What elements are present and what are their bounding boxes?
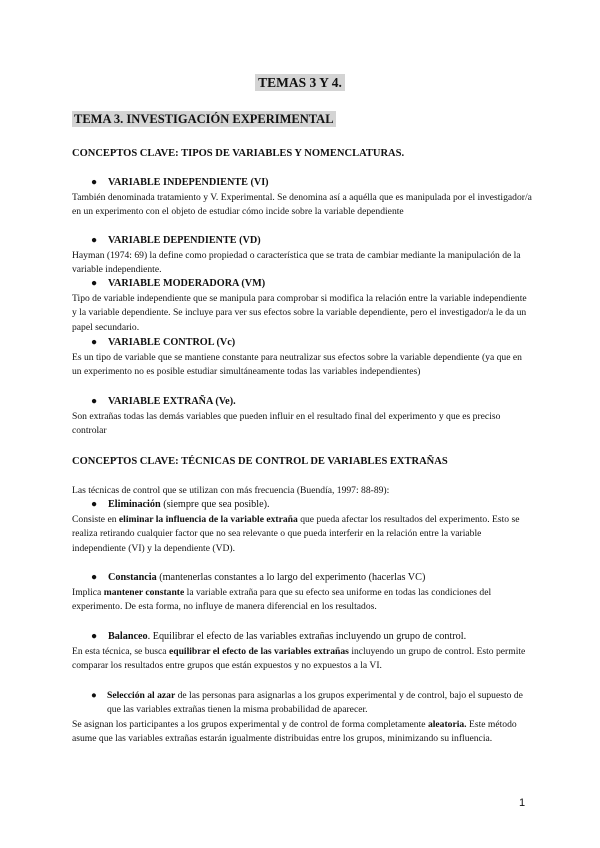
paragraph-balanceo: En esta técnica, se busca equilibrar el efecto de las variables extrañas incluyendo un grupo de control. Esto permite comparar los resultados entre grupos que están expuestos y no expuestos a la VI.: [72, 646, 526, 672]
bullet-dot: ●: [91, 690, 97, 701]
paragraph-seleccion: Se asignan los participantes a los grupos experimental y de control de forma completamente aleatoria. Este método asume que las variables extrañas estarán igualmente distribuidas entre los grupos, minimizando su influencia.: [72, 719, 517, 745]
bullet-dot: ●: [91, 337, 98, 348]
bullet-balanceo: ● Balanceo. Equilibrar el efecto de las variables extrañas incluyendo un grupo de control.: [91, 631, 467, 642]
paragraph-vd: Hayman (1974: 69) la define como propiedad o característica que se trata de cambiar mediante la manipulación de la variable independiente.: [72, 250, 521, 276]
bullet-vd: ● VARIABLE DEPENDIENTE (VD): [91, 235, 261, 246]
paragraph-vc: Es un tipo de variable que se mantiene constante para neutralizar sus efectos sobre la variable dependiente (ya que en un experimento no es posible estudiar simultáneamente todas las variables independientes): [72, 352, 522, 378]
paragraph-eliminacion: Consiste en eliminar la influencia de la variable extraña que pueda afectar los resultados del experimento. Esto se realiza retirando cualquier factor que no sea relevante o que pueda interferir en la relación entre la variable independiente (VI) y la dependiente (VD).: [72, 514, 520, 554]
bullet-dot: ●: [91, 235, 98, 246]
paragraph-vi: También denominada tratamiento y V. Experimental. Se denomina así a aquélla que es manipulada por el investigador/a en un experimento con el objeto de estudiar cómo incide sobre la variable dependiente: [72, 192, 532, 218]
bullet-seleccion: ● Selección al azar de las personas para asignarlas a los grupos experimental y de control, bajo el supuesto de que las variables extrañas tienen la misma probabilidad de aparecer.: [91, 690, 523, 716]
bullet-dot: ●: [91, 572, 98, 583]
bullet-dot: ●: [91, 278, 98, 289]
bullet-ve: ● VARIABLE EXTRAÑA (Ve).: [91, 396, 236, 407]
section2-intro: Las técnicas de control que se utilizan con más frecuencia (Buendía, 1997: 88-89):: [72, 485, 390, 496]
paragraph-constancia: Implica mantener constante la variable extraña para que su efecto sea uniforme en todas las condiciones del experimento. De esta forma, no influye de manera diferencial en los resultados.: [72, 587, 492, 613]
bullet-dot: ●: [91, 631, 98, 642]
paragraph-ve: Son extrañas todas las demás variables que pueden influir en el resultado final del experimento y que es preciso controlar: [72, 411, 501, 437]
paragraph-vm: Tipo de variable independiente que se manipula para comprobar si modifica la relación entre la variable independiente y la variable dependiente. Se incluye para ver sus efectos sobre la variable dependiente, pero el investigador/a le da un papel secundario.: [72, 293, 527, 333]
bullet-dot: ●: [91, 396, 98, 407]
page-number: 1: [519, 797, 526, 809]
bullet-dot: ●: [91, 177, 98, 188]
document-title: TEMAS 3 Y 4.: [0, 75, 600, 91]
bullet-constancia: ● Constancia (mantenerlas constantes a lo largo del experimento (hacerlas VC): [91, 572, 426, 583]
section2-heading: CONCEPTOS CLAVE: TÉCNICAS DE CONTROL DE VARIABLES EXTRAÑAS: [72, 456, 448, 467]
bullet-vi: ● VARIABLE INDEPENDIENTE (VI): [91, 177, 269, 188]
section1-heading: CONCEPTOS CLAVE: TIPOS DE VARIABLES Y NOMENCLATURAS.: [72, 148, 405, 159]
tema3-title: TEMA 3. INVESTIGACIÓN EXPERIMENTAL: [74, 112, 334, 126]
bullet-vc: ● VARIABLE CONTROL (Vc): [91, 337, 236, 348]
bullet-dot: ●: [91, 499, 98, 510]
bullet-eliminacion: ● Eliminación (siempre que sea posible).: [91, 499, 270, 510]
bullet-vm: ● VARIABLE MODERADORA (VM): [91, 278, 266, 289]
